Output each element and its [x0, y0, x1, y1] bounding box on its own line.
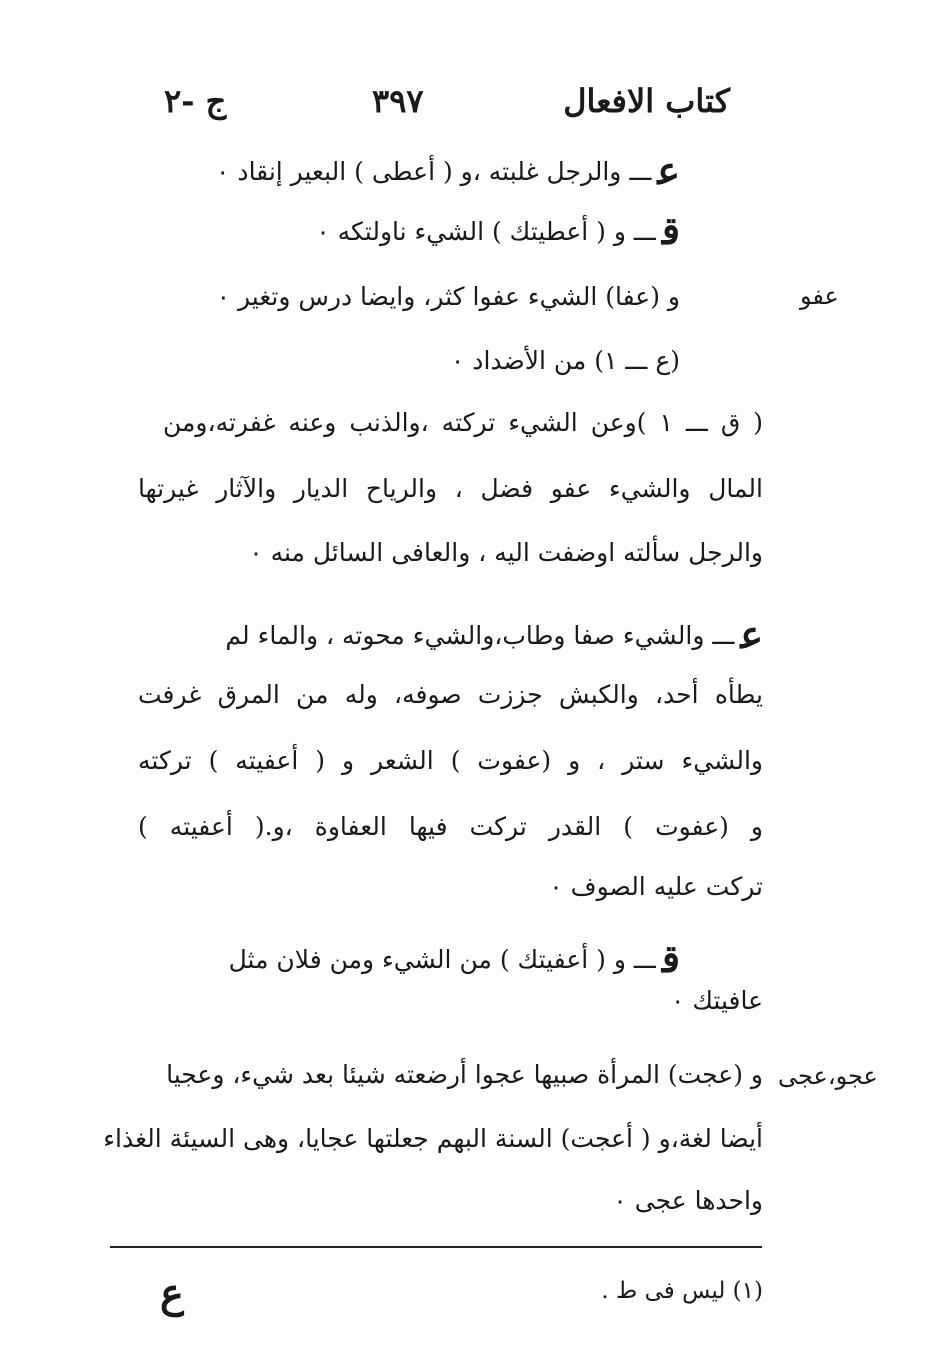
line-text: واحدها عجى ٠	[613, 1186, 763, 1215]
text-line	[163, 408, 763, 438]
text-line	[166, 1060, 763, 1090]
line-text: ـــ و ( أعفيتك ) من الشيء ومن فلان مثل	[228, 945, 656, 974]
text-line	[225, 612, 763, 658]
book-title: كتاب الافعال	[563, 82, 730, 120]
catchword: ع	[160, 1270, 184, 1317]
text-line	[138, 746, 763, 776]
page-number: ٣٩٧	[372, 82, 424, 120]
text-line	[216, 148, 680, 194]
line-text: ( ق ـــ ١ )وعن الشيء تركته ،والذنب وعنه غفرته،ومن	[163, 408, 763, 437]
text-line	[613, 1186, 763, 1216]
line-text: و (عجت) المرأة صبيها عجوا أرضعته شيئا بعد شيء، وعجيا	[166, 1060, 763, 1089]
line-text: المال والشيء عفو فضل ، والرياح الديار والآثار غيرتها	[138, 474, 763, 503]
footnote-divider	[110, 1246, 762, 1248]
source-mark: ق	[661, 936, 680, 981]
line-text: (ع ـــ ١) من الأضداد ٠	[450, 346, 680, 375]
text-line	[138, 474, 763, 504]
text-line	[217, 282, 680, 312]
line-text: تركت عليه الصوف ٠	[549, 872, 763, 901]
line-text: والشيء ستر ، و (عفوت ) الشعر و ( أعفيته ) تركته	[138, 746, 763, 775]
line-text: و (عفوت ) القدر تركت فيها العفاوة ،و.( أعفيته )	[138, 812, 763, 841]
text-line	[103, 1124, 763, 1154]
text-line	[249, 538, 763, 568]
volume-label: ج -٢	[164, 82, 227, 120]
text-line	[316, 208, 680, 254]
line-text: عافيتك ٠	[670, 986, 763, 1015]
line-text: أيضا لغة،و ( أعجت) السنة البهم جعلتها عجايا، وهى السيئة الغذاء	[103, 1124, 763, 1153]
line-text: ـــ والرجل غلبته ،و ( أعطى ) البعير إنقاد ٠	[216, 157, 652, 186]
line-text: يطأه أحد، والكبش جززت صوفه، وله من المرق غرفت	[138, 680, 763, 709]
line-text: والرجل سألته اوضفت اليه ، والعافى السائل منه ٠	[249, 538, 763, 567]
text-line	[451, 346, 680, 376]
text-line	[671, 986, 763, 1016]
margin-root-word: عجو،عجى	[778, 1062, 878, 1090]
margin-root-word: عفو	[800, 282, 839, 310]
footnote: (١) ليس فى ط .	[601, 1278, 763, 1304]
source-mark: ع	[740, 612, 763, 657]
source-mark: ق	[661, 208, 680, 253]
text-line	[138, 680, 763, 710]
page-header	[140, 82, 740, 132]
source-mark: ع	[657, 148, 680, 193]
line-text: و (عفا) الشيء عفوا كثر، وايضا درس وتغير ٠	[216, 282, 680, 311]
text-line	[138, 812, 763, 842]
text-line	[549, 872, 763, 902]
text-line	[229, 936, 680, 982]
line-text: ـــ و ( أعطيتك ) الشيء ناولتكه ٠	[316, 217, 656, 246]
line-text: ـــ والشيء صفا وطاب،والشيء محوته ، والماء لم	[225, 621, 735, 650]
